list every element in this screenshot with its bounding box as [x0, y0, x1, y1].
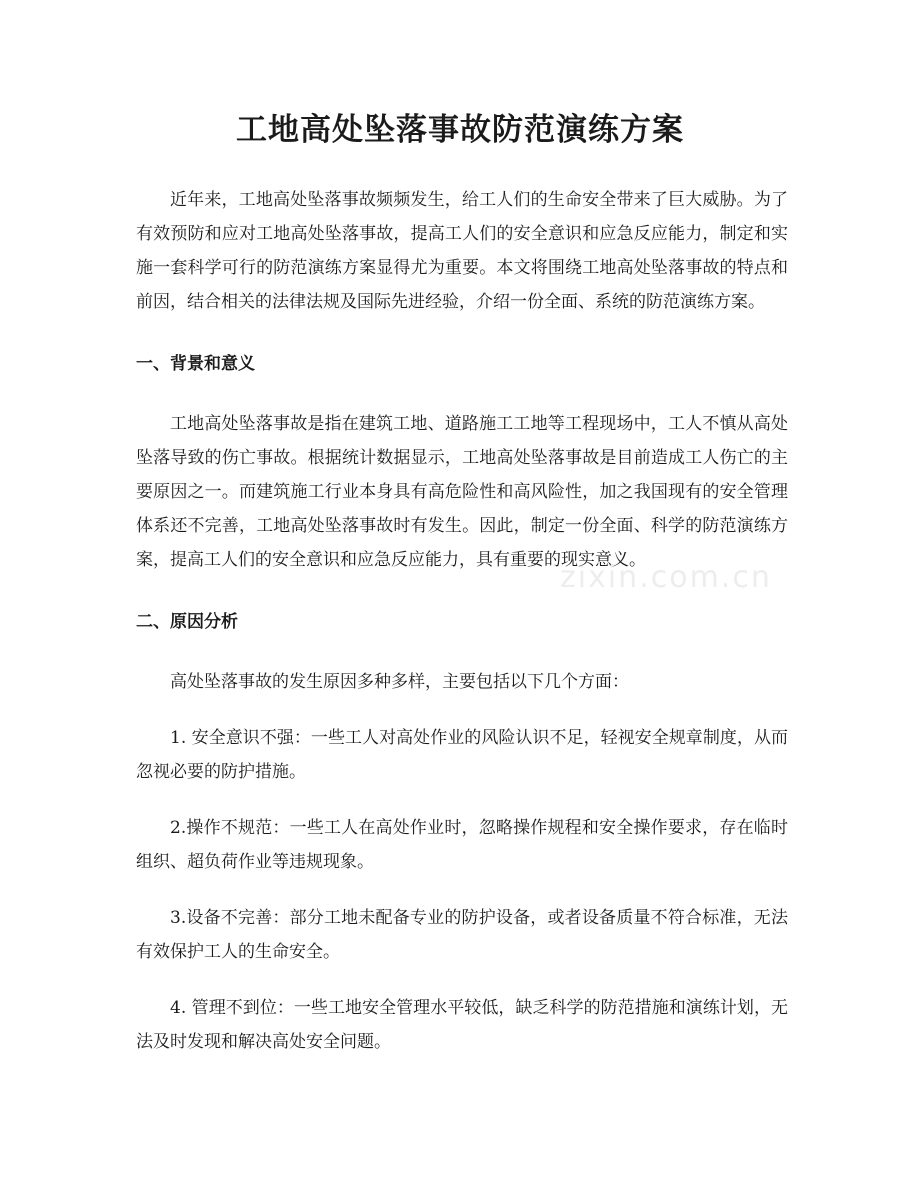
causes-intro-paragraph: 高处坠落事故的发生原因多种多样，主要包括以下几个方面：	[170, 672, 629, 692]
intro-paragraph: 近年来，工地高处坠落事故频频发生，给工人们的生命安全带来了巨大威胁。为了有效预防和应对工地高处坠落事故，提高工人们的安全意识和应急反应能力，制定和实施一套科学可行的防范演练方案显得尤为重要。本文将围绕工地高处坠落事故的特点和前因，结合相关的法律法规及国际先进经验，介绍一份全面、系统的防范演练方案。	[136, 190, 788, 312]
background-paragraph: 工地高处坠落事故是指在建筑工地、道路施工工地等工程现场中，工人不慎从高处坠落导致的伤亡事故。根据统计数据显示，工地高处坠落事故是目前造成工人伤亡的主要原因之一。而建筑施工行业本身具有高危险性和高风险性，加之我国现有的安全管理体系还不完善，工地高处坠落事故时有发生。因此，制定一份全面、科学的防范演练方案，提高工人们的安全意识和应急反应能力，具有重要的现实意义。	[136, 414, 788, 570]
section-heading-causes: 二、原因分析	[136, 612, 238, 632]
cause-item-1: 1. 安全意识不强：一些工人对高处作业的风险认识不足，轻视安全规章制度，从而忽视必要的防护措施。	[136, 728, 788, 782]
watermark: zixin.com.cn	[560, 560, 772, 595]
page-title: 工地高处坠落事故防范演练方案	[236, 112, 684, 148]
document-body	[136, 183, 788, 1059]
cause-item-2: 2.操作不规范：一些工人在高处作业时，忽略操作规程和安全操作要求，存在临时组织、超负荷作业等违规现象。	[136, 818, 788, 872]
section-heading-background: 一、背景和意义	[136, 354, 255, 374]
cause-item-3: 3.设备不完善：部分工地未配备专业的防护设备，或者设备质量不符合标准，无法有效保护工人的生命安全。	[136, 908, 788, 962]
cause-item-4: 4. 管理不到位：一些工地安全管理水平较低，缺乏科学的防范措施和演练计划，无法及时发现和解决高处安全问题。	[136, 998, 788, 1052]
